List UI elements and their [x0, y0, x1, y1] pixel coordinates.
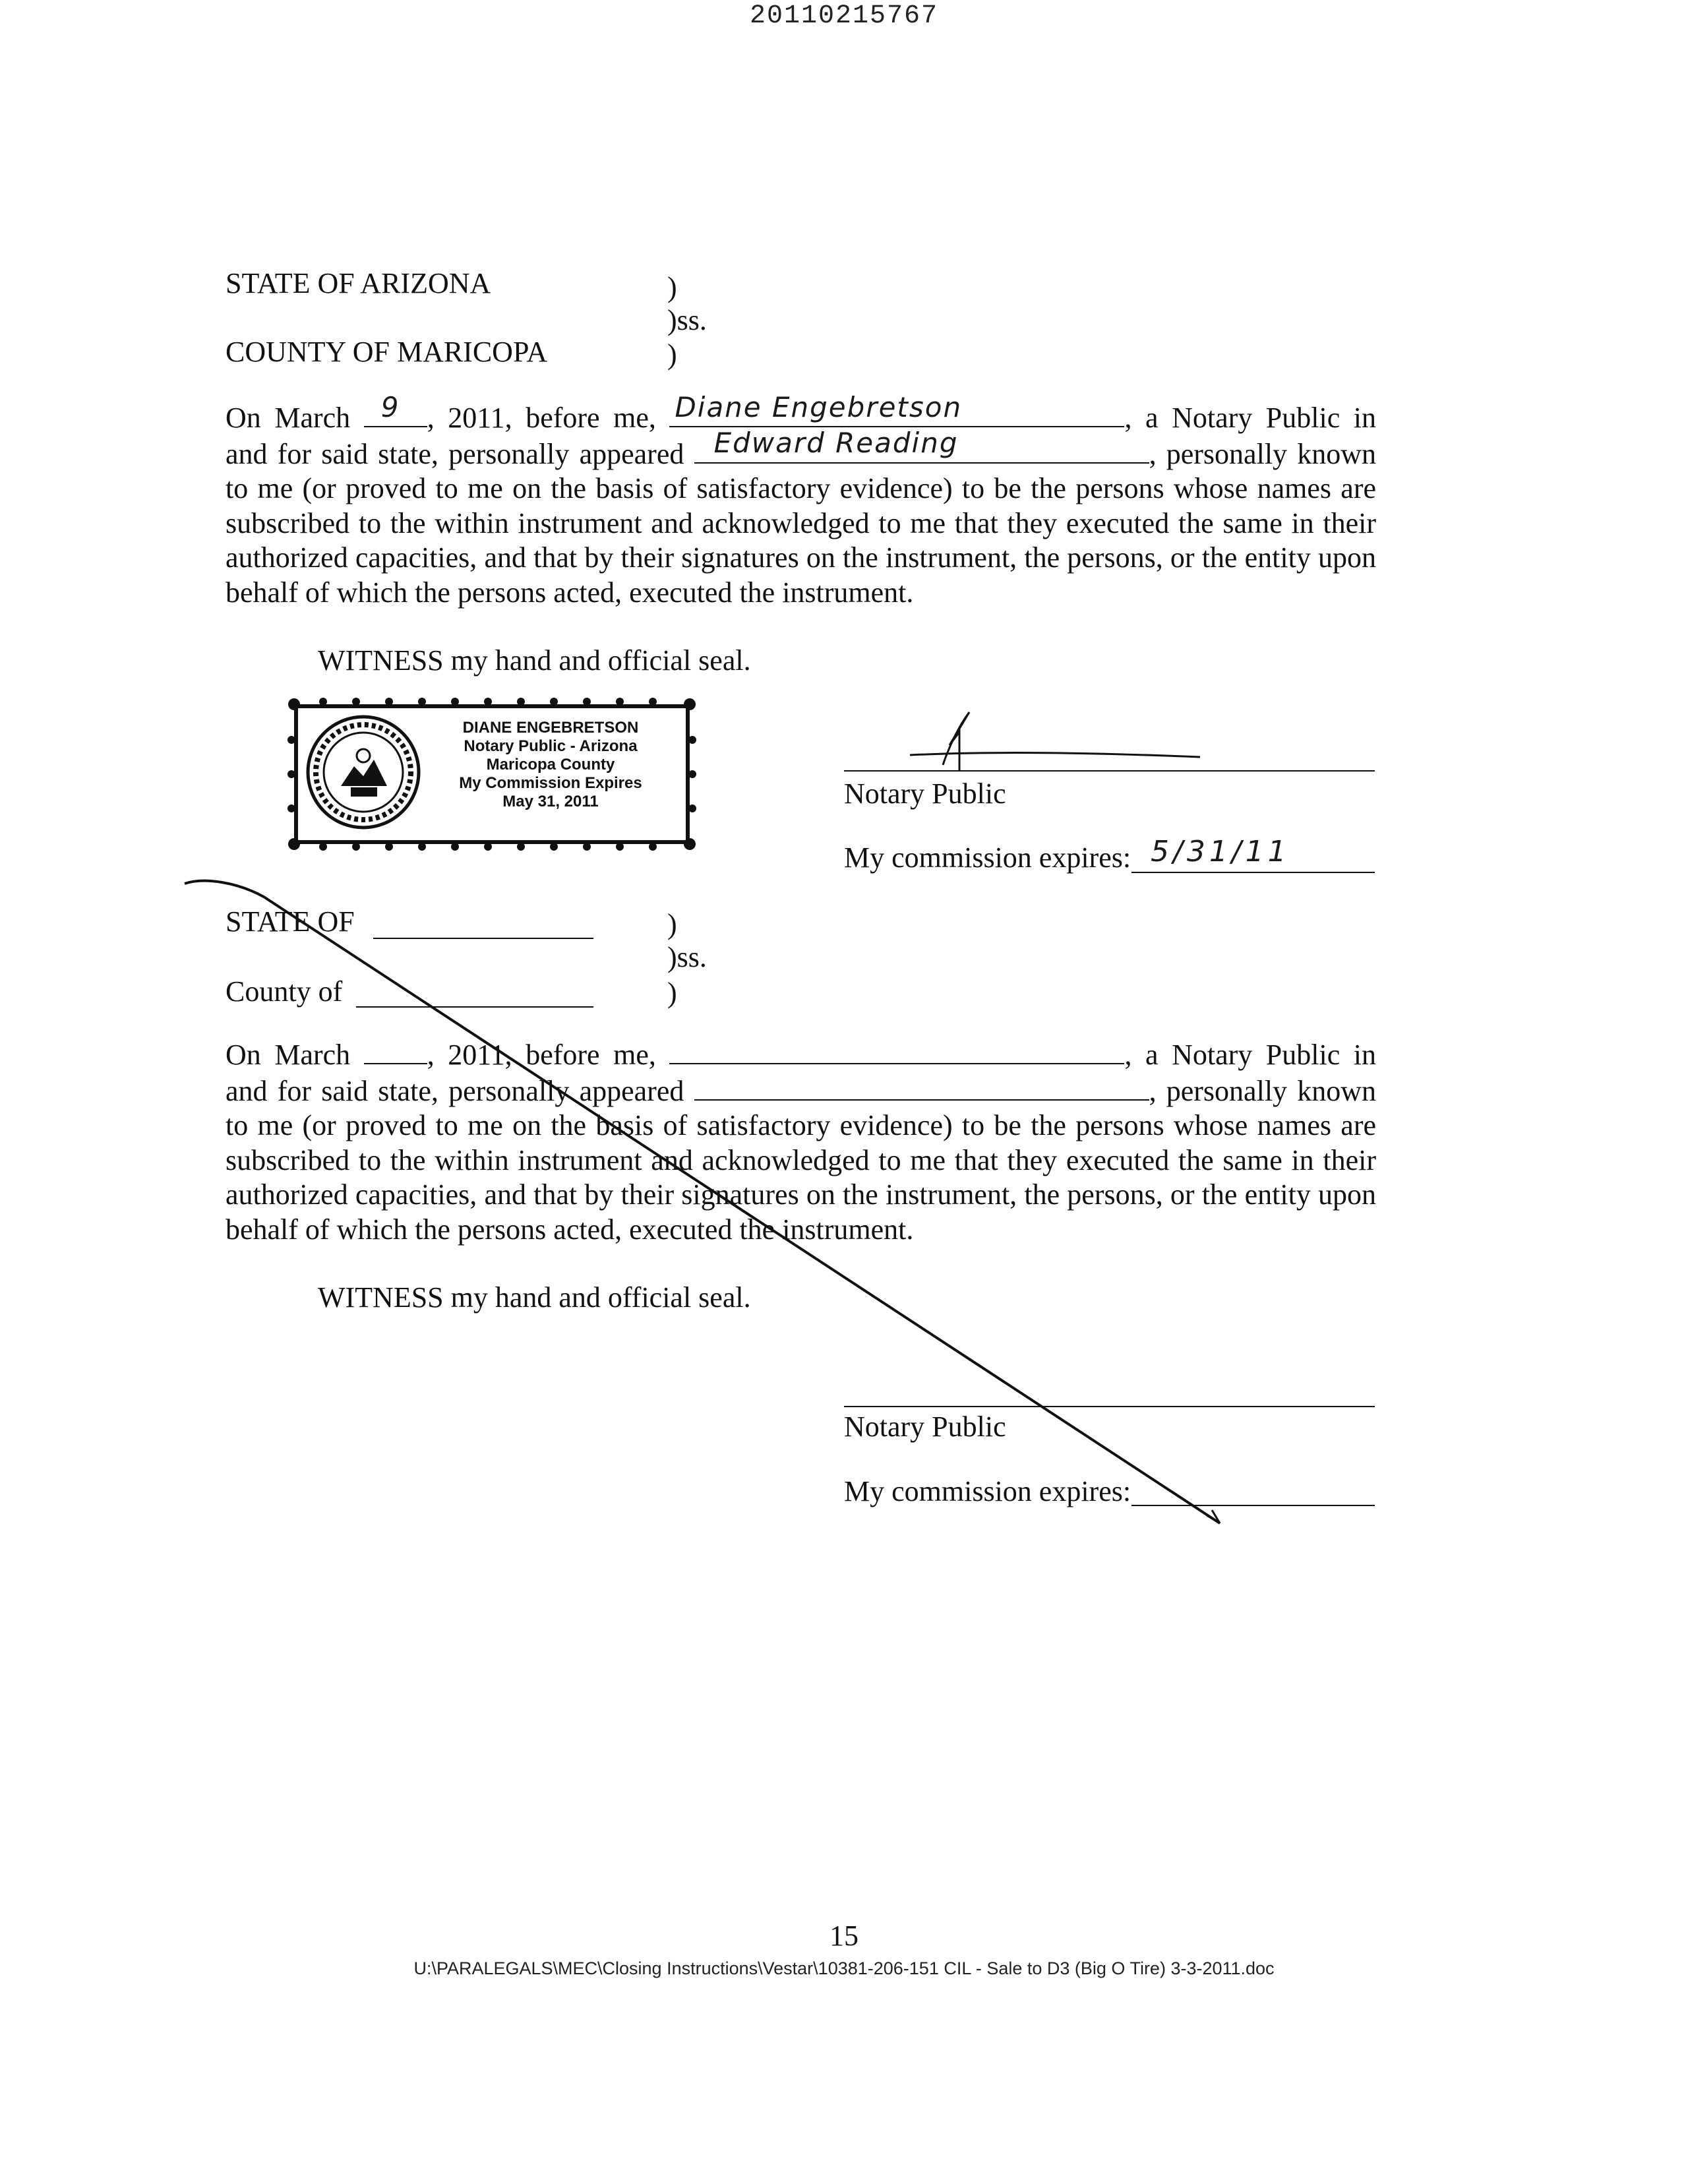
commission-expires-label-2: My commission expires:	[844, 1475, 1131, 1507]
seal-commission-label: My Commission Expires	[459, 774, 642, 792]
on-march-text: On March	[226, 402, 351, 434]
notary-public-label: Notary Public	[844, 777, 1006, 810]
notary-name-blank	[669, 390, 1124, 427]
appeared-blank	[694, 427, 1149, 464]
personally-known-text: , personally known	[1149, 437, 1377, 470]
ss-label-2: )ss.	[667, 941, 707, 973]
file-path-footer: U:\PARALEGALS\MEC\Closing Instructions\Vestar\10381-206-151 CIL - Sale to D3 (Big O Tire) 3-3-2011.doc	[413, 1958, 1275, 1978]
witness-text-2: WITNESS my hand and official seal.	[318, 1281, 751, 1314]
day-handwriting: 9	[380, 390, 400, 423]
acknowledgment-body-2: to me (or proved to me on the basis of satisfactory evidence) to be the persons whose names are subscribed to the within instrument and acknowledged to me that they executed the same in their authorized capacities, and that by their signatures on the instrument, the persons, or the entity upon behalf of which the persons acted, executed the instrument.	[226, 1109, 1376, 1246]
personally-appeared-text: and for said state, personally appeared	[226, 437, 684, 470]
year-before-me-text: , 2011, before me,	[427, 402, 656, 434]
notary-public-label-2: Notary Public	[844, 1410, 1006, 1443]
page-number: 15	[829, 1920, 859, 1952]
acknowledgment-body: to me (or proved to me on the basis of satisfactory evidence) to be the persons whose names are subscribed to the within instrument and acknowledged to me that they executed the same in their authorized capacities, and that by their signatures on the instrument, the persons, or the entity upon behalf of which the persons acted, executed the instrument.	[226, 472, 1376, 609]
seal-title: Notary Public - Arizona	[464, 737, 638, 755]
paren-bottom: )	[667, 338, 677, 371]
notary-signature-line	[844, 770, 1375, 772]
crossout-strike-line	[178, 870, 1233, 1530]
seal-expiration-date: May 31, 2011	[502, 793, 599, 810]
seal-text-block	[422, 719, 679, 811]
notary-signature	[844, 706, 1213, 785]
seal-name: DIANE ENGEBRETSON	[462, 719, 639, 737]
day-blank	[364, 390, 427, 427]
document-number: 20110215767	[749, 1, 939, 31]
county-label-2: County of	[226, 975, 343, 1008]
year-before-me-text-2: , 2011, before me,	[427, 1039, 656, 1071]
seal-county: Maricopa County	[486, 756, 615, 774]
county-label: COUNTY OF MARICOPA	[226, 336, 548, 368]
state-label: STATE OF ARIZONA	[226, 267, 491, 299]
state-label-2: STATE OF	[226, 905, 355, 938]
witness-text: WITNESS my hand and official seal.	[318, 644, 751, 677]
notary-public-in-text: , a Notary Public in	[1124, 402, 1377, 434]
personally-known-text-2: , personally known	[1149, 1074, 1377, 1107]
personally-appeared-text-2: and for said state, personally appeared	[226, 1074, 684, 1107]
paren-top: )	[667, 271, 677, 303]
notary-name-handwriting: Diane Engebretson	[675, 390, 963, 423]
ss-label: )ss.	[667, 304, 707, 336]
commission-expires-label: My commission expires:	[844, 841, 1131, 874]
commission-expires-handwriting: 5/31/11	[1151, 835, 1290, 868]
arizona-state-seal-icon	[305, 713, 422, 831]
acknowledgment-paragraph-1	[226, 390, 1377, 610]
paren-bottom-2: )	[667, 977, 677, 1009]
paren-top-2: )	[667, 908, 677, 940]
appeared-handwriting: Edward Reading	[713, 427, 959, 459]
notary-public-in-text-2: , a Notary Public in	[1124, 1039, 1377, 1071]
on-march-text-2: On March	[226, 1039, 351, 1071]
